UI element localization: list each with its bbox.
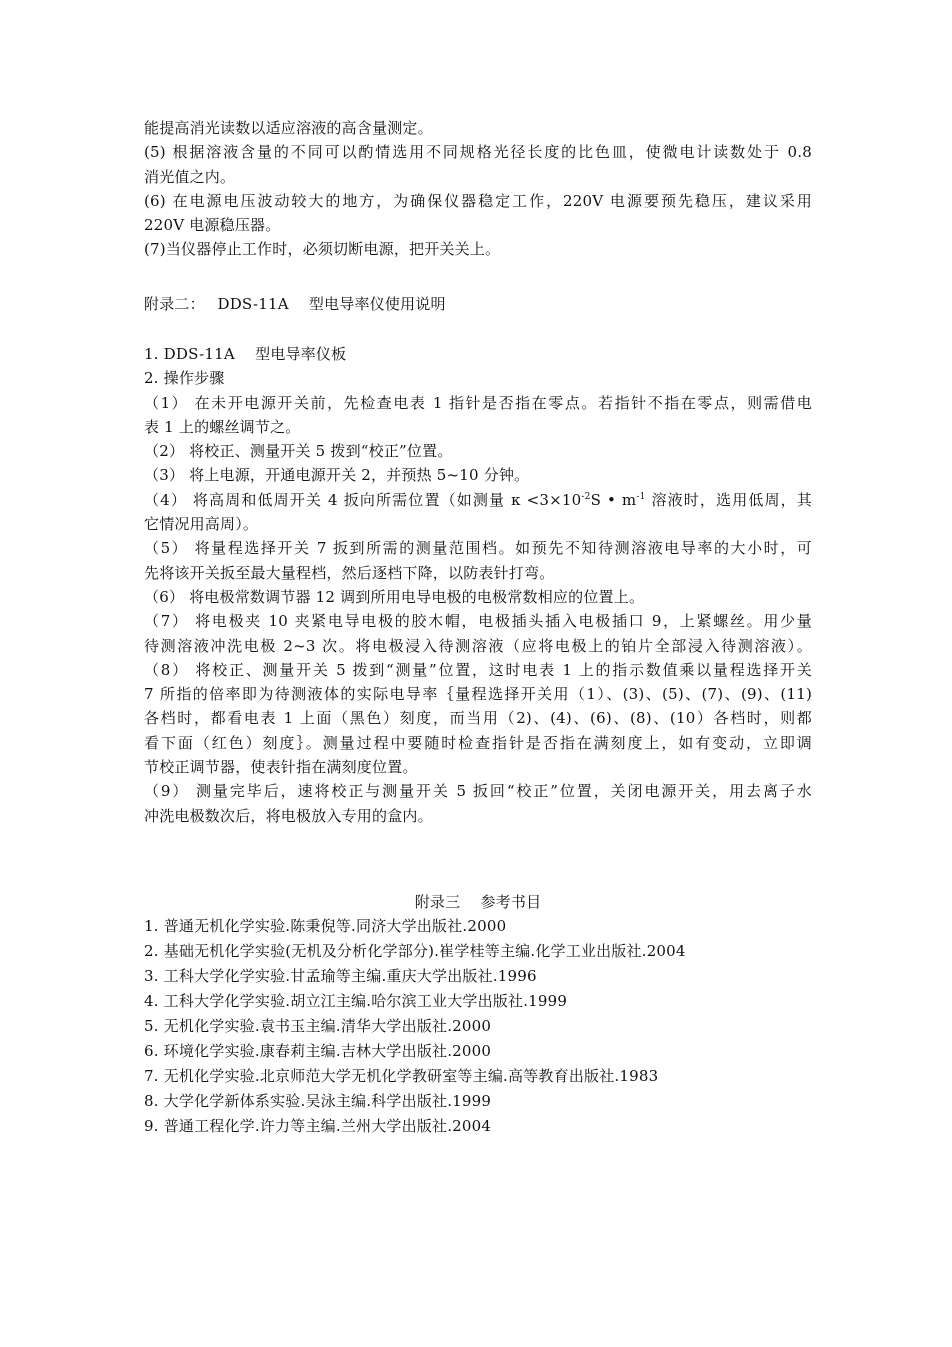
step-line: （2） 将校正、测量开关 5 拨到“校正”位置。: [144, 442, 453, 461]
step-line: （5） 将量程选择开关 7 扳到所需的测量范围档。如预先不知待测溶液电导率的大小时，可: [144, 539, 812, 558]
step-line: 7 所指的倍率即为待测液体的实际电导率｛量程选择开关用（1）、(3)、(5)、(7)、(9)、(11): [144, 685, 812, 704]
appendix2-title: 附录二： DDS-11A 型电导率仪使用说明: [144, 295, 446, 313]
step-text: 溶液时，选用低周，其: [645, 490, 812, 509]
text-line: (5) 根据溶液含量的不同可以酌情选用不同规格光径长度的比色皿，使微电计读数处于 0.8: [144, 143, 812, 162]
text-line: (6) 在电源电压波动较大的地方，为确保仪器稳定工作，220V 电源要预先稳压，建议采用: [144, 191, 812, 210]
step-line: 先将该开关扳至最大量程档，然后逐档下降，以防表针打弯。: [144, 563, 555, 582]
step-line: （9） 测量完毕后，速将校正与测量开关 5 扳回“校正”位置，关闭电源开关，用去离子水: [144, 782, 812, 801]
step-text: （4） 将高周和低周开关 4 扳向所需位置（如测量 κ <3×10: [144, 490, 582, 509]
step-line: 看下面（红色）刻度｝。测量过程中要随时检查指针是否指在满刻度上，如有变动，立即调: [144, 733, 812, 752]
text-line: (7)当仪器停止工作时，必须切断电源，把开关关上。: [144, 240, 501, 259]
step-text: S • m: [590, 490, 637, 509]
appendix2-section: [144, 292, 812, 316]
step-line: 各档时，都看电表 1 上面（黑色）刻度，而当用（2)、(4)、(6)、(8)、(10）各档时，则都: [144, 709, 812, 728]
step-line: （1） 在未开电源开关前，先检查电表 1 指针是否指在零点。若指针不指在零点，则需借电: [144, 393, 812, 412]
reference-item: 2. 基础无机化学实验(无机及分析化学部分).崔学桂等主编.化学工业出版社.2004: [144, 942, 686, 960]
reference-item: 7. 无机化学实验.北京师范大学无机化学教研室等主编.高等教育出版社.1983: [144, 1067, 659, 1085]
text-line: 220V 电源稳压器。: [144, 216, 281, 235]
step-line: 节校正调节器，使表针指在满刻度位置。: [144, 758, 418, 777]
reference-item: 3. 工科大学化学实验.甘孟瑜等主编.重庆大学出版社.1996: [144, 967, 537, 985]
text-line: 能提高消光读数以适应溶液的高含量测定。: [144, 119, 433, 137]
step-line: 它情况用高周）。: [144, 515, 259, 534]
reference-item: 8. 大学化学新体系实验.吴泳主编.科学出版社.1999: [144, 1092, 492, 1110]
step-line: 冲洗电极数次后，将电极放入专用的盒内。: [144, 806, 433, 825]
intro-paragraphs: [144, 116, 812, 262]
reference-list: [144, 914, 812, 1139]
appendix3-section: [144, 890, 812, 914]
appendix3-title: 附录三 参考书目: [414, 893, 542, 911]
step-line: 表 1 上的螺丝调节之。: [144, 417, 301, 436]
step-line: （7） 将电极夹 10 夹紧电导电极的胶木帽，电极插头插入电极插口 9，上紧螺丝。用少量: [144, 612, 812, 631]
reference-item: 6. 环境化学实验.康春莉主编.吉林大学出版社.2000: [144, 1042, 492, 1060]
reference-item: 5. 无机化学实验.袁书玉主编.清华大学出版社.2000: [144, 1017, 492, 1035]
step-line: （8） 将校正、测量开关 5 拨到“测量”位置，这时电表 1 上的指示数值乘以量程选择开关: [144, 660, 812, 679]
step-line: [144, 488, 812, 512]
text-line: 消光值之内。: [144, 167, 236, 186]
exponent: -1: [636, 491, 646, 502]
step-line: （6） 将电极常数调节器 12 调到所用电导电极的电极常数相应的位置上。: [144, 587, 645, 606]
reference-item: 1. 普通无机化学实验.陈秉倪等.同济大学出版社.2000: [144, 917, 507, 935]
reference-item: 9. 普通工程化学.许力等主编.兰州大学出版社.2004: [144, 1117, 492, 1135]
list-item: 1. DDS-11A 型电导率仪板: [144, 345, 347, 363]
step-line: 待测溶液冲洗电极 2~3 次。将电极浸入待测溶液（应将电极上的铂片全部浸入待测溶液）。: [144, 636, 812, 655]
list-item: 2. 操作步骤: [144, 369, 225, 388]
exponent: -2: [581, 491, 591, 502]
appendix2-body: [144, 342, 812, 828]
reference-item: 4. 工科大学化学实验.胡立江主编.哈尔滨工业大学出版社.1999: [144, 992, 568, 1010]
step-line: （3） 将上电源，开通电源开关 2，并预热 5~10 分钟。: [144, 466, 530, 485]
